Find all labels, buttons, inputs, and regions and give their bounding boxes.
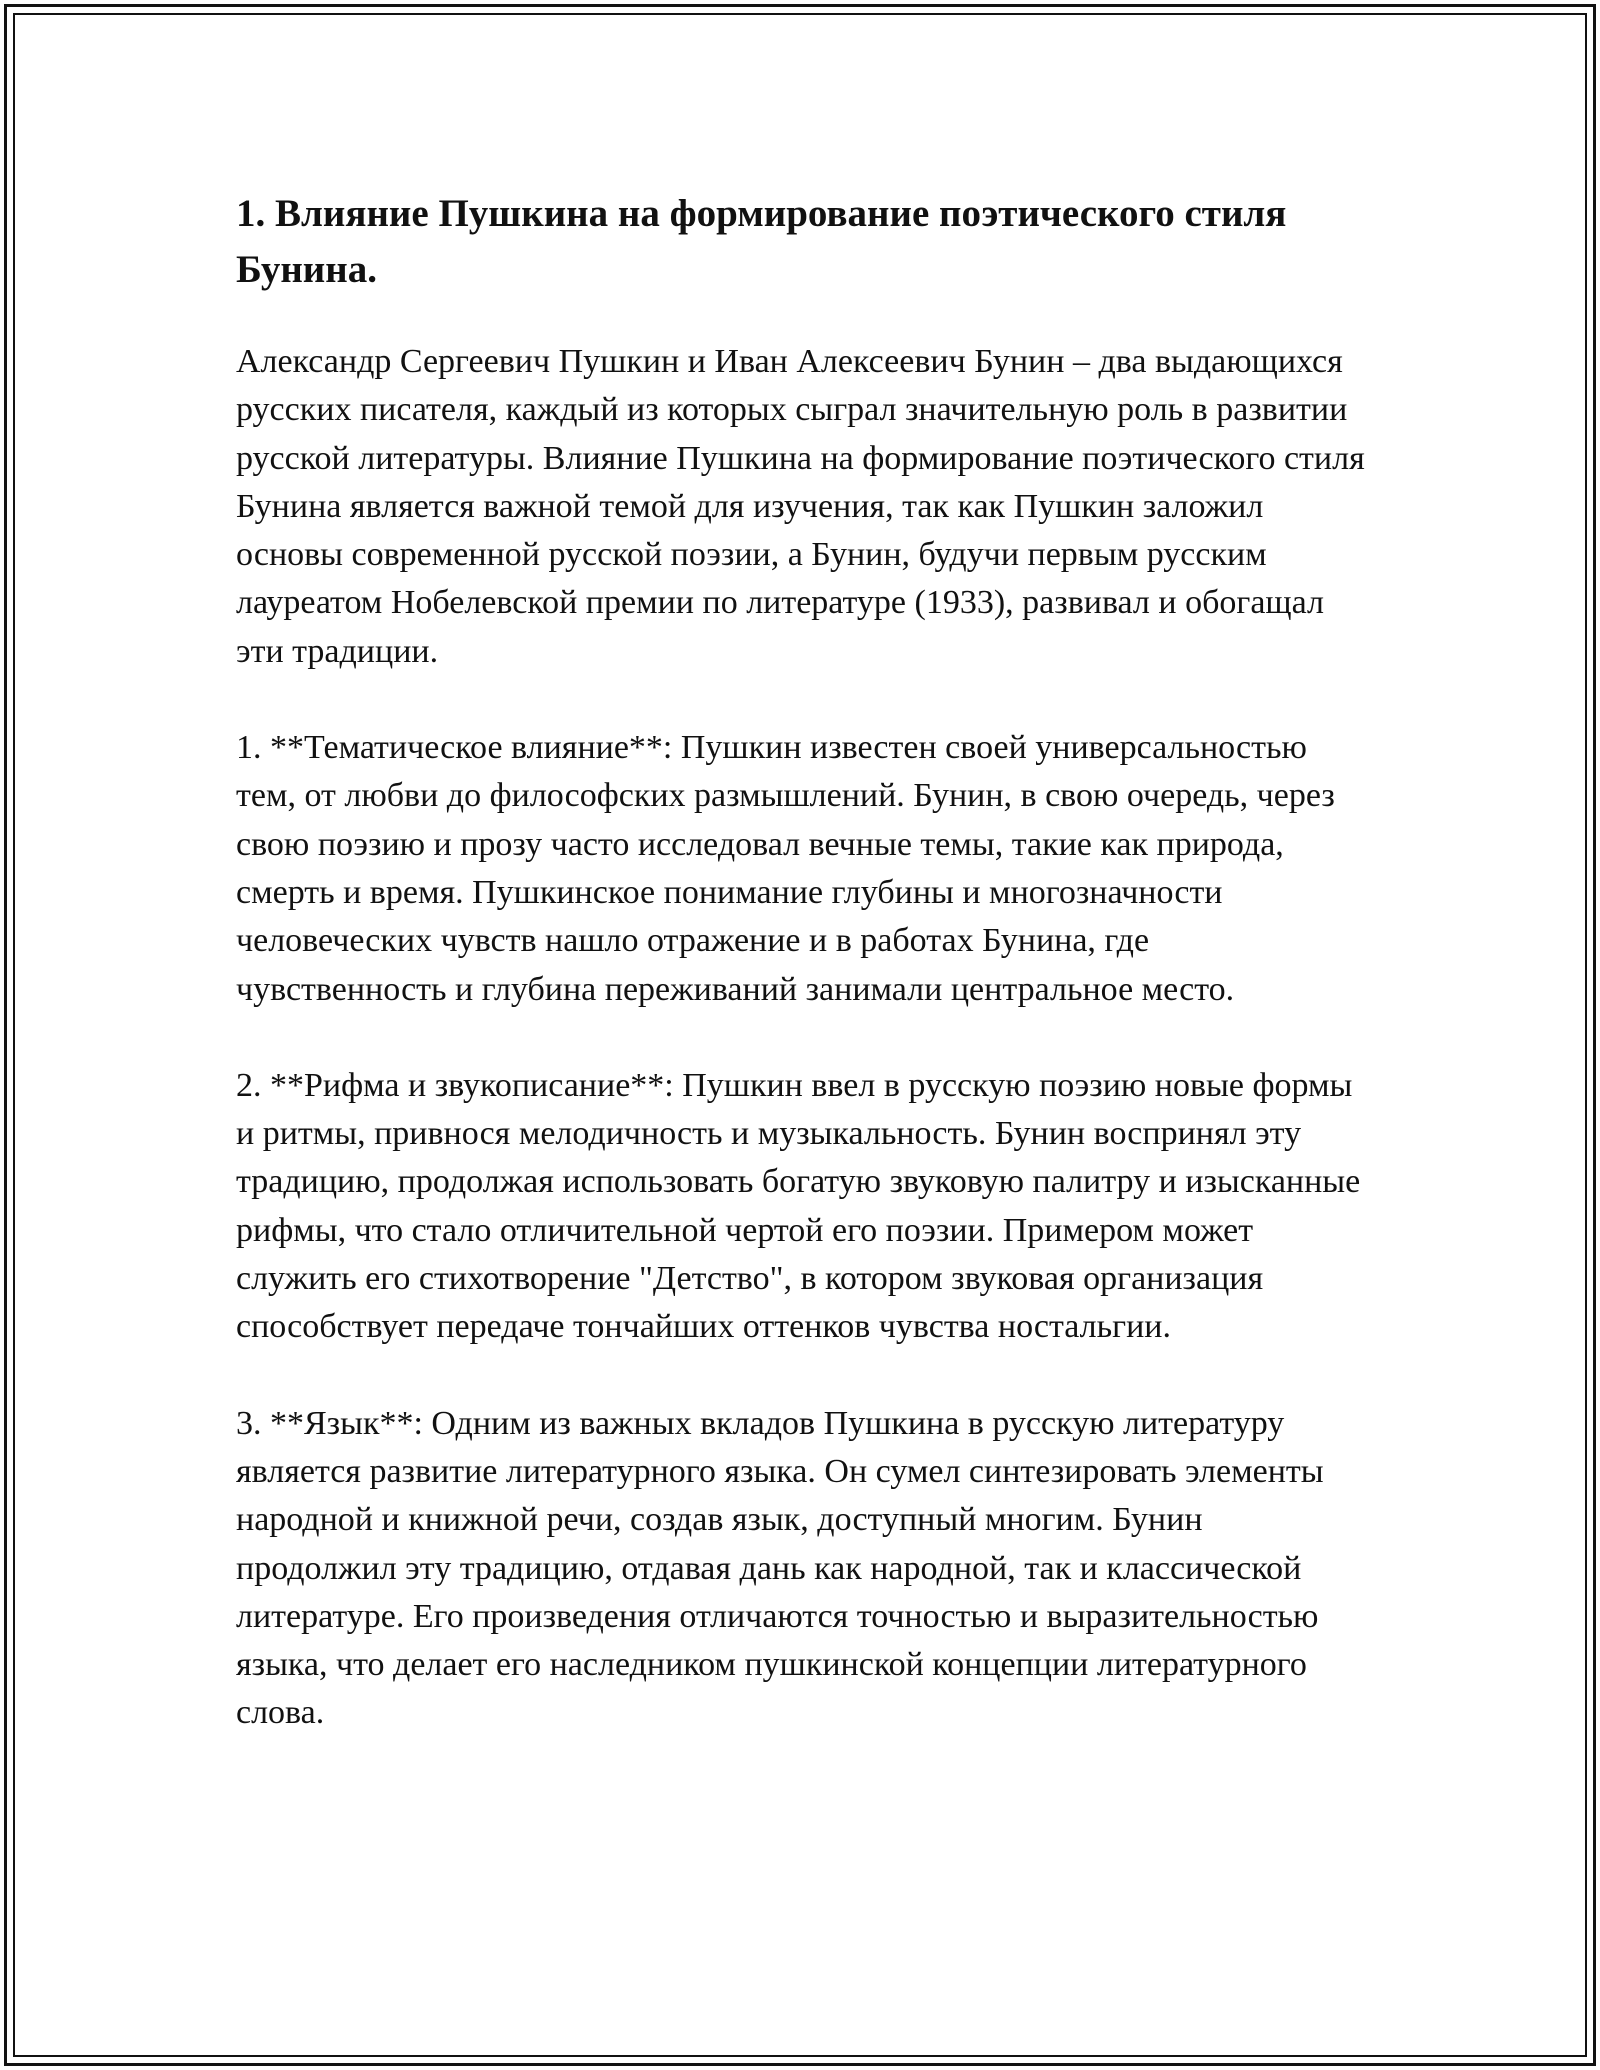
rhyme-sound-paragraph: 2. **Рифма и звукописание**: Пушкин ввел в русскую поэзию новые формы и ритмы, привнося мелодичность и музыкальность. Бунин воспринял эту традицию, продолжая использовать богатую звуковую палитру и изысканные рифмы, что стало отличительной чертой его поэзии. Примером может служить его стихотворение "Детство", в котором звуковая организация способствует передаче тончайших оттенков чувства ностальгии. (236, 1066, 1361, 1346)
section-heading: 1. Влияние Пушкина на формирование поэтического стиля Бунина. (236, 192, 1287, 291)
thematic-influence-paragraph: 1. **Тематическое влияние**: Пушкин известен своей универсальностью тем, от любви до философских размышлений. Бунин, в свою очередь, через свою поэзию и прозу часто исследовал вечные темы, такие как природа, смерть и время. Пушкинское понимание глубины и многозначности человеческих чувств нашло отражение и в работах Бунина, где чувственность и глубина переживаний занимали центральное место. (236, 729, 1335, 1008)
document-body (236, 186, 1366, 1786)
language-paragraph: 3. **Язык**: Одним из важных вкладов Пушкина в русскую литературу является развитие литературного языка. Он сумел синтезировать элементы народной и книжной речи, создав язык, доступный многим. Бунин продолжил эту традицию, отдавая дань как народной, так и классической литературе. Его произведения отличаются точностью и выразительностью языка, что делает его наследником пушкинской концепции литературного слова. (236, 1404, 1324, 1732)
intro-paragraph: Александр Сергеевич Пушкин и Иван Алексеевич Бунин – два выдающихся русских писателя, каждый из которых сыграл значительную роль в развитии русской литературы. Влияние Пушкина на формирование поэтического стиля Бунина является важной темой для изучения, так как Пушкин заложил основы современной русской поэзии, а Бунин, будучи первым русским лауреатом Нобелевской премии по литературе (1933), развивал и обогащал эти традиции. (236, 343, 1365, 670)
